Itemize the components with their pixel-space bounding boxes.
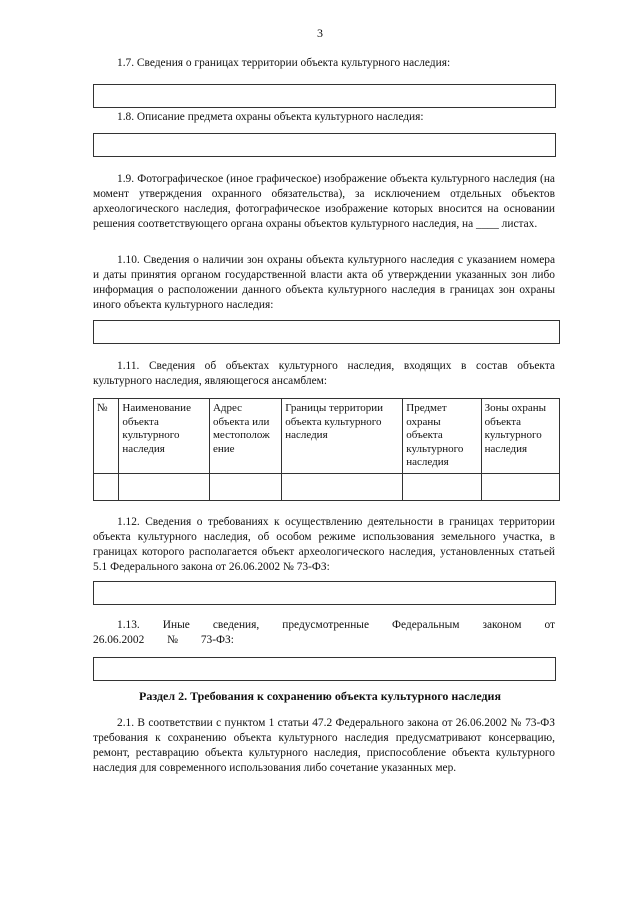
section-1-11-text: 1.11. Сведения об объектах культурного наследия, входящих в состав объекта культурного наследия, являющегося ансамблем: — [93, 360, 555, 387]
section-1-13-text: 1.13. Иные сведения, предусмотренные Федеральным законом от 26.06.2002 № 73-ФЗ: — [93, 619, 555, 646]
section-1-10-text: 1.10. Сведения о наличии зон охраны объекта культурного наследия с указанием номера и даты принятия органом государственной власти акта об утверждении указанных зон либо информация о расположении данного объекта культурного наследия в границах зон охраны иного объекта культурного наследия: — [93, 254, 555, 311]
section-1-11 — [93, 359, 555, 389]
table-header-row — [94, 399, 560, 474]
section-2-1 — [93, 716, 555, 776]
col-number-header: № — [94, 399, 119, 474]
table-row — [94, 473, 560, 500]
ensemble-objects-table — [93, 398, 560, 501]
col-name-header: Наименование объекта культурного наследия — [119, 399, 210, 474]
section-1-12-field[interactable] — [93, 581, 556, 605]
section-1-13 — [93, 618, 555, 648]
section-1-9-text: 1.9. Фотографическое (иное графическое) изображение объекта культурного наследия (на момент утверждения охранного обязательства), за исключением отдельных объектов археологического наследия, фотографическое изображение которых вносится на основании решения соответствующего органа охраны объектов культурного наследия, на ____ листах. — [93, 173, 555, 230]
section-1-8-text: 1.8. Описание предмета охраны объекта культурного наследия: — [117, 111, 424, 123]
section-1-12-text: 1.12. Сведения о требованиях к осуществлению деятельности в границах территории объекта культурного наследия, об особом режиме использования земельного участка, в границах которого располагается объект археологического наследия, установленных статьей 5.1 Федерального закона от 26.06.2002 № 73-ФЗ: — [93, 516, 555, 573]
table-cell[interactable] — [282, 473, 403, 500]
section-1-7-text: 1.7. Сведения о границах территории объекта культурного наследия: — [117, 57, 451, 69]
section-1-10 — [93, 253, 555, 313]
section-1-7-field[interactable] — [93, 84, 556, 108]
section-1-9 — [93, 172, 555, 232]
col-subject-header: Предмет охраны объекта культурного наследия — [403, 399, 481, 474]
page-number: 3 — [317, 26, 323, 40]
section-1-12 — [93, 515, 555, 575]
section-2-title: Раздел 2. Требования к сохранению объекта культурного наследия — [139, 689, 501, 703]
section-2-1-text: 2.1. В соответствии с пунктом 1 статьи 47.2 Федерального закона от 26.06.2002 № 73-ФЗ требования к сохранению объекта культурного наследия предусматривают консервацию, ремонт, реставрацию объекта культурного наследия, приспособление объекта культурного наследия для современного использования либо сочетание указанных мер. — [93, 717, 555, 774]
table-cell[interactable] — [119, 473, 210, 500]
table-cell[interactable] — [481, 473, 559, 500]
section-1-8-field[interactable] — [93, 133, 556, 157]
section-1-10-field[interactable] — [93, 320, 560, 344]
col-boundaries-header: Границы территории объекта культурного наследия — [282, 399, 403, 474]
section-1-13-field[interactable] — [93, 657, 556, 681]
table-cell[interactable] — [209, 473, 281, 500]
table-cell[interactable] — [403, 473, 481, 500]
table-cell[interactable] — [94, 473, 119, 500]
col-address-header: Адрес объекта или местополож ение — [209, 399, 281, 474]
section-1-7 — [93, 56, 555, 71]
col-zones-header: Зоны охраны объекта культурного наследия — [481, 399, 559, 474]
section-1-8 — [93, 110, 555, 125]
